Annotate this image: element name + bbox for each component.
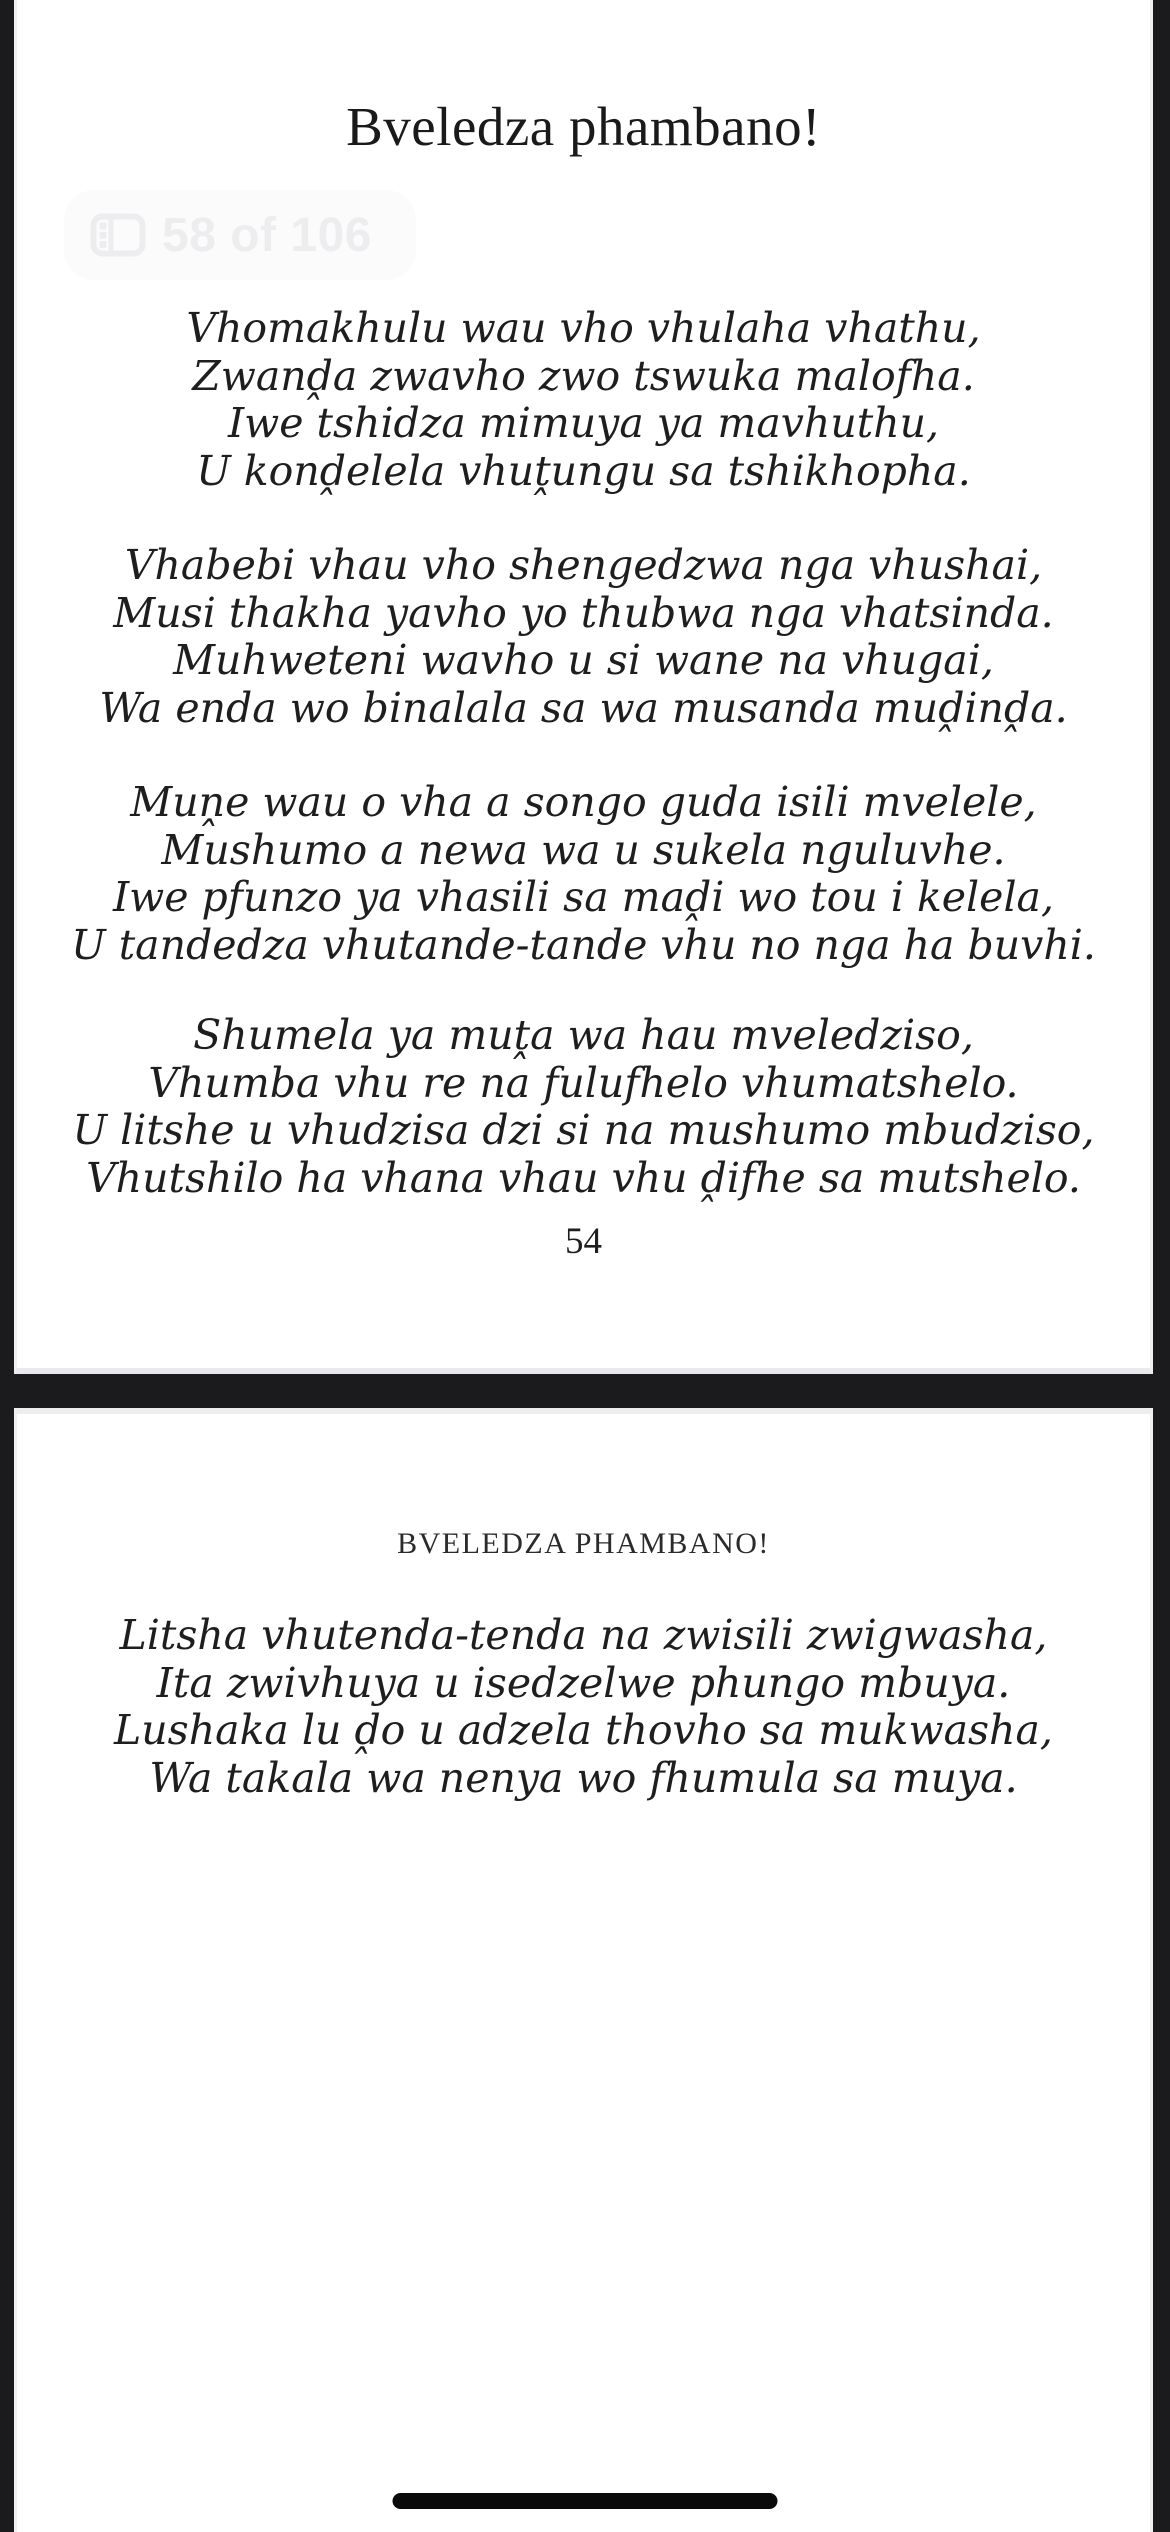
poem-stanza (17, 1612, 1150, 1802)
poem-line: U litshe u vhudzisa dzi si na mushumo mbudziso, (72, 1106, 1095, 1154)
poem-line: Lushaka lu ḓo u adzela thovho sa mukwasha, (114, 1706, 1053, 1754)
poem-line: Vhomakhulu wau vho vhulaha vhathu, (186, 304, 981, 352)
page-number: 54 (565, 1221, 602, 1262)
page-card-current[interactable] (14, 0, 1153, 1374)
poem-line: Vhabebi vhau vho shengedzwa nga vhushai, (124, 541, 1043, 589)
poem-line: Wa takala wa nenya wo fhumula sa muya. (149, 1753, 1018, 1802)
poem-line: Vhutshilo ha vhana vhau vhu ḓifhe sa mutshelo. (86, 1153, 1081, 1202)
poem-stanza (17, 305, 1150, 495)
poem-line: Muhweteni wavho u si wane na vhugai, (173, 636, 994, 684)
poem-line: Mushumo a newa wa u sukela nguluvhe. (161, 825, 1006, 874)
poem-line: Litsha vhutenda-tenda na zwisili zwigwasha, (119, 1611, 1048, 1659)
poem-line: Iwe tshidza mimuya ya mavhuthu, (227, 399, 940, 447)
poem-line: Shumela ya muṱa wa hau mveledziso, (193, 1011, 974, 1059)
poem-stanza (17, 779, 1150, 969)
page-card-next[interactable] (14, 1408, 1153, 2532)
page-thumbnails-icon (90, 213, 146, 257)
poem-line: Vhumba vhu re na fulufhelo vhumatshelo. (148, 1058, 1019, 1107)
poem-line: Muṋe wau o vha a songo guda isili mvelele, (130, 778, 1037, 826)
chapter-title: Bveledza phambano! (346, 95, 821, 157)
poem-line: U tandedza vhutande-tande vhu no nga ha buvhi. (71, 920, 1096, 969)
poem-line: Zwanḓa zwavho zwo tswuka malofha. (192, 351, 975, 400)
poem-stanza (17, 1012, 1150, 1202)
poem-line: Wa enda wo binalala sa wa musanda muḓinḓa. (99, 683, 1068, 732)
page-indicator-label: 58 of 106 (162, 208, 372, 262)
poem-line: Iwe pfunzo ya vhasili sa maḓi wo tou i kelela, (112, 873, 1055, 921)
running-header: BVELEDZA PHAMBANO! (397, 1527, 770, 1560)
poem-line: U konḓelela vhuṱungu sa tshikhopha. (196, 446, 971, 495)
poem-line: Musi thakha yavho yo thubwa nga vhatsinda. (113, 588, 1054, 637)
page-indicator[interactable] (64, 190, 416, 280)
home-indicator[interactable] (393, 2493, 778, 2509)
poem-stanza (17, 542, 1150, 732)
poem-line: Ita zwivhuya u isedzelwe phungo mbuya. (156, 1658, 1011, 1707)
